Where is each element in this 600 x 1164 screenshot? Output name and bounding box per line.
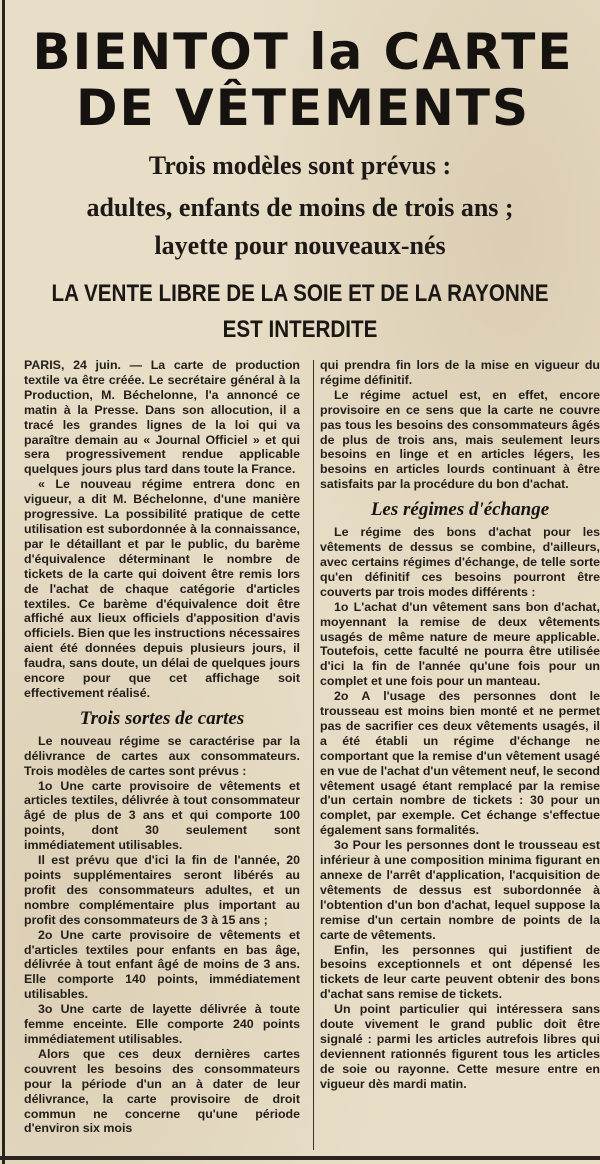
section-heading-trois-sortes: Trois sortes de cartes: [79, 707, 245, 729]
column-divider: [313, 360, 314, 1150]
paragraph: Le régime des bons d'achat pour les vêtements de dessus se combine, d'ailleurs, avec certains régimes d'échange, de telle sorte qu'en définitif ces besoins pourront être couverts par trois modes différents :: [320, 525, 600, 599]
section-heading-regimes-echange: Les régimes d'échange: [370, 499, 550, 521]
paragraph-lead-text: — La carte de production textile va être créée. Le secrétaire général à la Production, M. Béchelonne, l'a annoncé ce matin à la Presse. Dans son allocution, il a tracé les grandes lignes de la loi qui va paraître demain au « Journal Officiel » et qui sera progressivement rendue applicable quelques jours plus tard dans toute la France.: [24, 358, 300, 477]
deck-line-1: LA VENTE LIBRE DE LA SOIE ET DE LA RAYONNE: [51, 280, 549, 307]
dateline: PARIS, 24 juin.: [24, 358, 121, 372]
paragraph: 2o Une carte provisoire de vêtements et d'articles textiles pour enfants en bas âge, délivrée à tout enfant âgé de moins de 3 ans. Elle comporte 140 points, immédiatement utilisables.: [24, 927, 300, 1002]
subheadline-line-3: layette pour nouveaux-nés: [154, 231, 446, 260]
paragraph: Enfin, les personnes qui justifient de besoins exceptionnels et ont dépensé les tickets de leur carte peuvent obtenir des bons d'achat sans remise de tickets.: [320, 942, 600, 1002]
paragraph: Un point particulier qui intéressera sans doute vivement le grand public doit être signalé : parmi les articles autrefois libres qui deviennent rationnés figurent tous les articles de soie ou rayonne. Cette mesure entre en vigueur dès mardi matin.: [320, 1002, 600, 1091]
paragraph: Il est prévu que d'ici la fin de l'année, 20 points supplémentaires seront libérés au profit des consommateurs adultes, et un nombre complémentaire plus important au profit des consommateurs de 3 à 15 ans ;: [24, 853, 300, 927]
paragraph: Le nouveau régime se caractérise par la délivrance de cartes aux consommateurs. Trois modèles de cartes sont prévus :: [24, 733, 300, 778]
paragraph-lead: [24, 358, 300, 477]
article-column-right: [320, 358, 600, 1148]
paragraph: 3o Une carte de layette délivrée à toute femme enceinte. Elle comporte 240 points immédiatement utilisables.: [24, 1002, 300, 1046]
paragraph: 1o Une carte provisoire de vêtements et articles textiles, délivrée à tout consommateur âgé de plus de 3 ans et qui comporte 100 points, dont 30 seulement sont immédiatement utilisables.: [24, 778, 300, 853]
paragraph: qui prendra fin lors de la mise en vigueur du régime définitif.: [320, 358, 600, 387]
bottom-border-rule: [0, 1156, 600, 1160]
paragraph: 1o L'achat d'un vêtement sans bon d'achat, moyennant la remise de deux vêtements usagés de même nature de meure applicable. Toutefois, cette faculté ne pourra être utilisée d'ici la fin de l'année qu'une fois pour un complet et une fois pour un manteau.: [320, 599, 600, 689]
deck-line-2: EST INTERDITE: [222, 316, 378, 343]
paragraph: Alors que ces deux dernières cartes couvrent les besoins des consommateurs pour la période d'un an à dater de leur délivrance, la carte provisoire de droit commun ne concerne qu'une période d'environ six mois: [24, 1046, 300, 1136]
paragraph: « Le nouveau régime entrera donc en vigueur, a dit M. Béchelonne, d'une manière progressive. La possibilité pratique de cette utilisation est subordonnée à la connaissance, par le détaillant et par le public, du barème d'équivalence déterminant le nombre de tickets de la carte qui doivent être remis lors de l'achat de chaque catégorie d'articles textiles. Ce barème d'équivalence doit être affiché aux lieux officiels d'apposition d'avis officiels. Bien que les instructions nécessaires aient été données depuis plusieurs jours, il faudra, sans doute, un délai de quelques jours encore pour que cet affichage soit effectivement réalisé.: [24, 477, 300, 700]
headline-line-1: BIENTOT la CARTE: [32, 23, 574, 81]
subheadline-line-2: adultes, enfants de moins de trois ans ;: [86, 193, 514, 222]
paragraph: 2o A l'usage des personnes dont le trousseau est moins bien monté et ne permet pas de sacrifier ces deux vêtements usagés, il a été établi un régime d'échange ne comportant que la remise d'un vêtement usagé en vue de l'achat d'un vêtement neuf, le second vêtement usagé étant remplacé par la remise d'un certain nombre de tickets : 30 pour un complet, par exemple. Cet échange s'effectue également sans formalités.: [320, 689, 600, 838]
article-column-left: [24, 358, 300, 1148]
subheadline-line-1: Trois modèles sont prévus :: [148, 151, 452, 180]
headline-line-2: DE VÊTEMENTS: [75, 79, 531, 137]
paragraph: Le régime actuel est, en effet, encore provisoire en ce sens que la carte ne couvre pas tous les besoins des consommateurs âgés de plus de trois ans, mais seulement leurs besoins en linge et en articles légers, les besoins en articles lourds continuant à être satisfaits par la procédure du bon d'achat.: [320, 387, 600, 492]
paragraph: 3o Pour les personnes dont le trousseau est inférieur à une composition minima figurant en annexe de l'arrêt d'application, l'acquisition de vêtements de dessus est subordonnée à l'obtention d'un bon d'achat, lequel suppose la remise d'un certain nombre de points de la carte de vêtements.: [320, 838, 600, 942]
